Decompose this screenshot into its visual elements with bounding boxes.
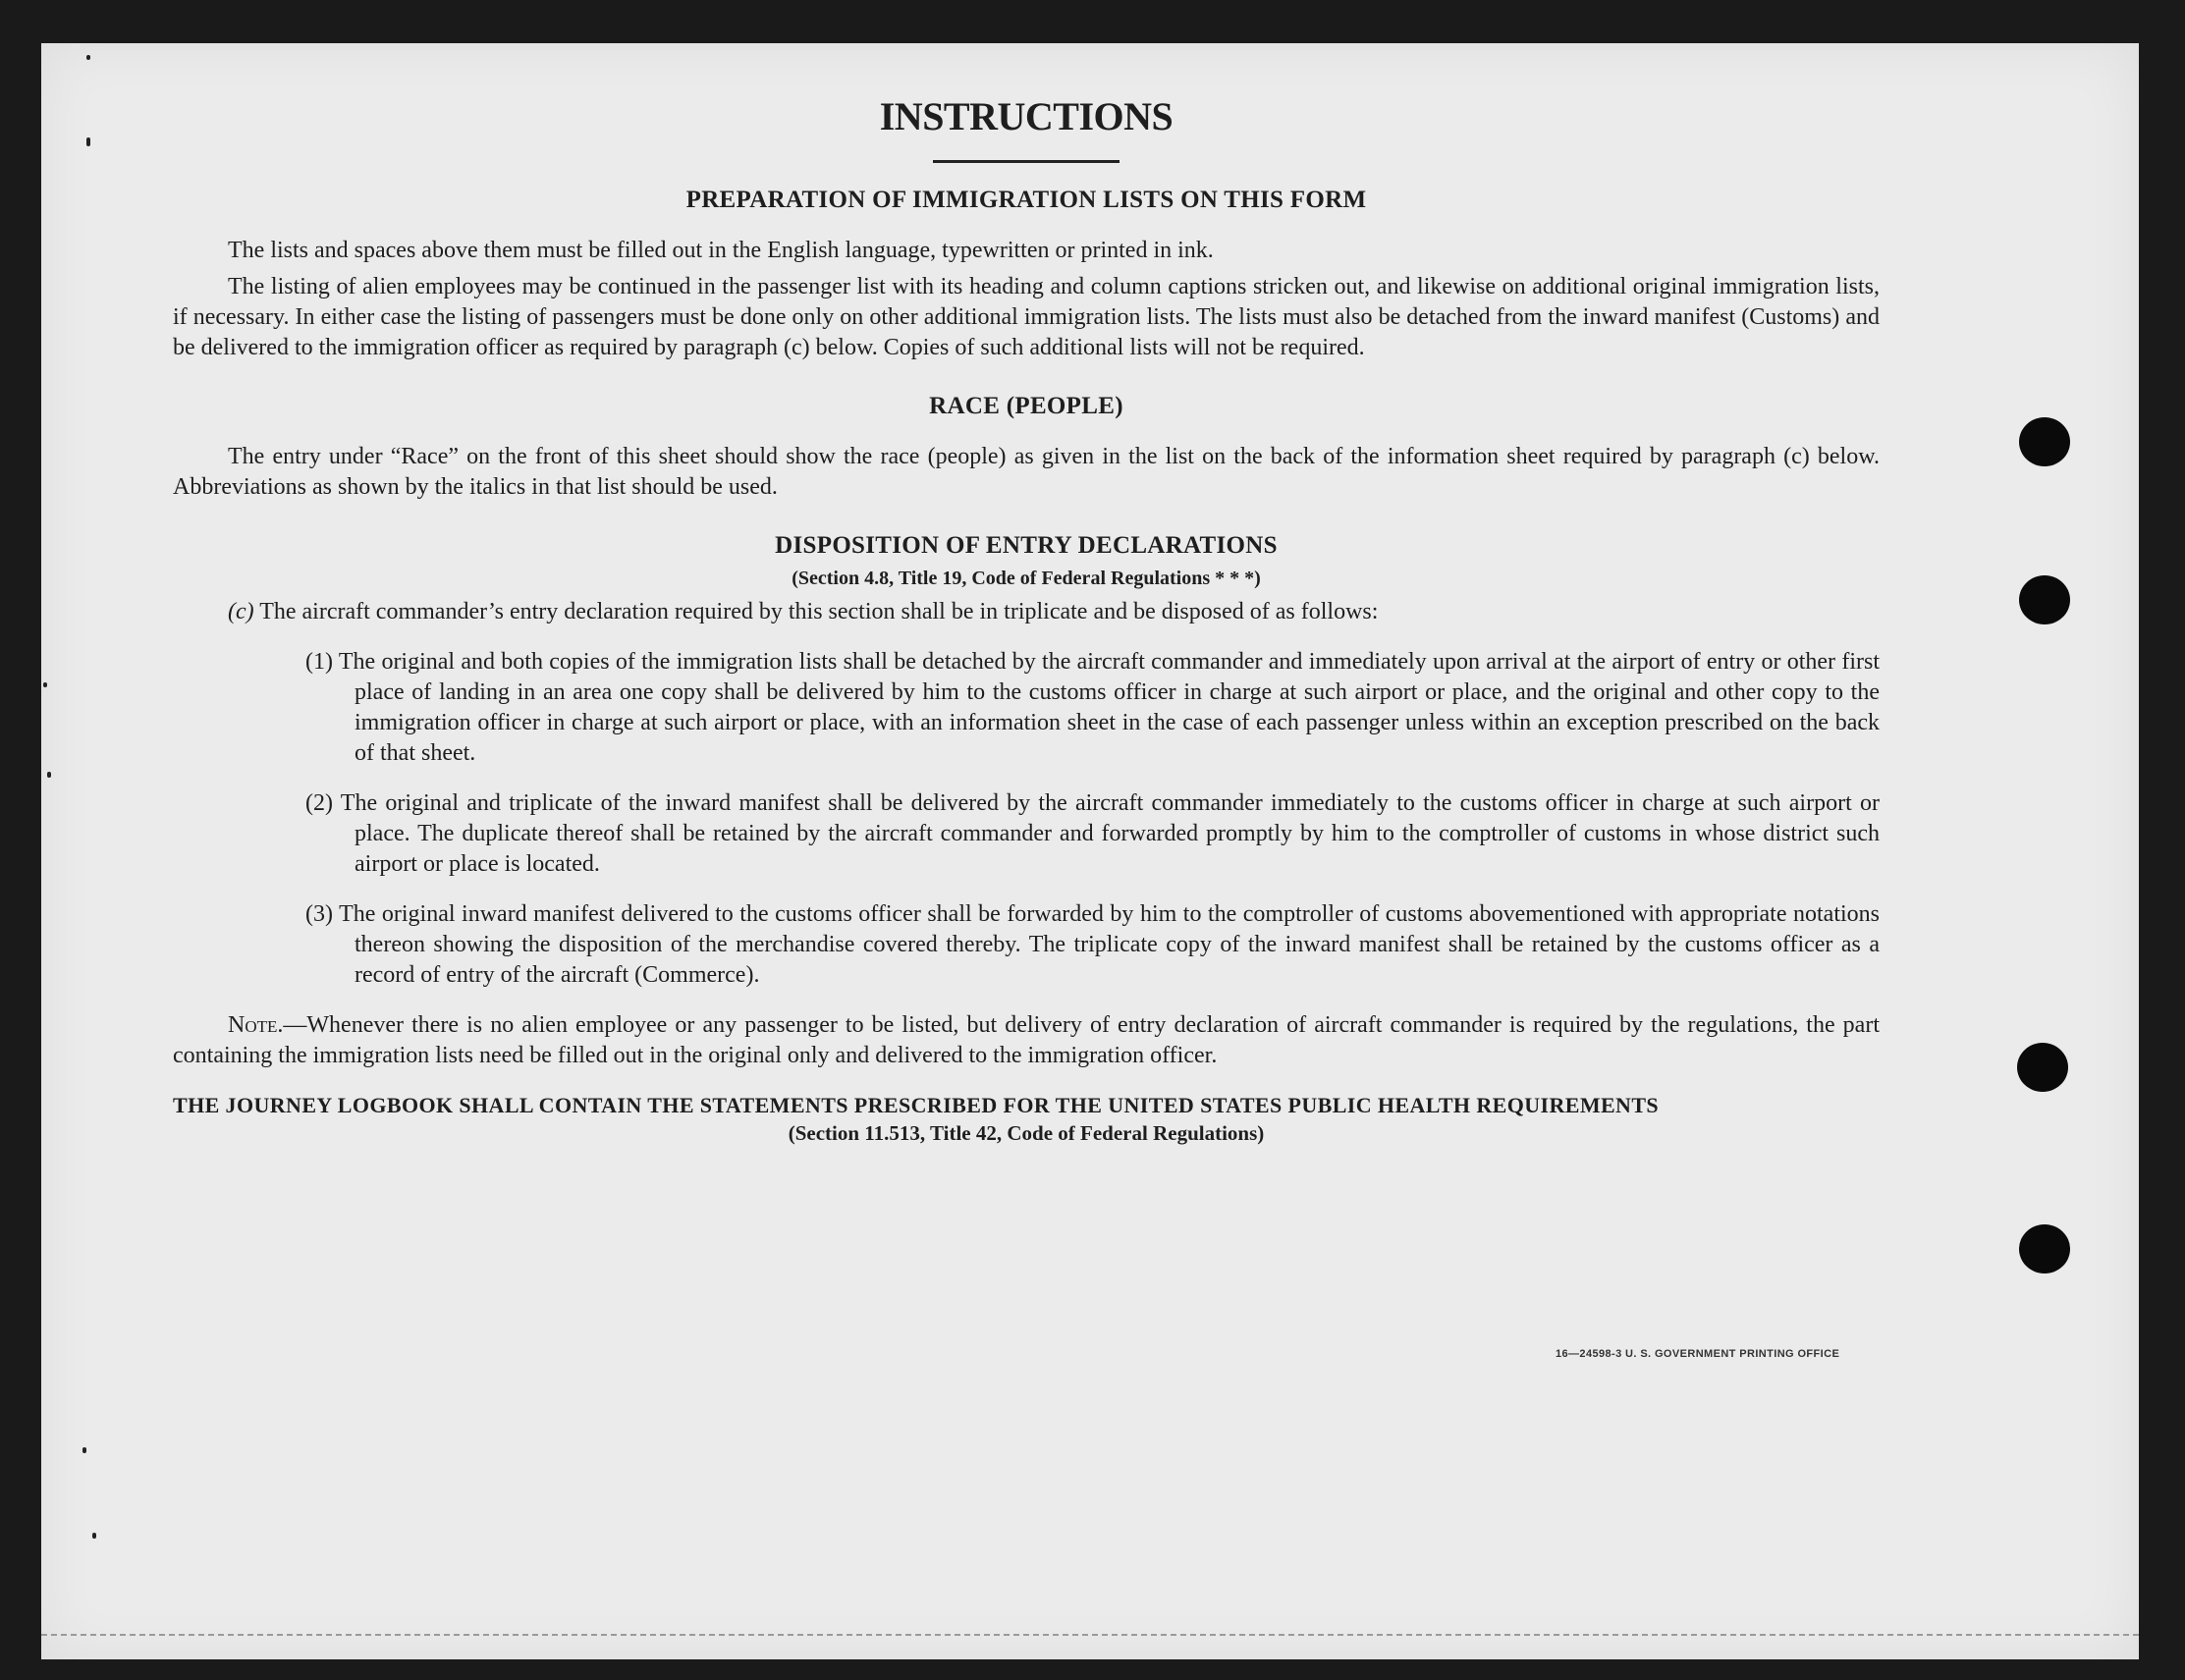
note-text: —Whenever there is no alien employee or any passenger to be listed, but delivery of entry declaration of aircraft commander is required by the regulations, the part containing the immigration lists need be filled out in the original only and delivered to the immigration officer. — [173, 1012, 1880, 1068]
title-rule — [933, 160, 1120, 163]
disposition-item-1 — [173, 647, 1880, 769]
disposition-item-2 — [173, 788, 1880, 880]
disposition-citation: (Section 4.8, Title 19, Code of Federal Regulations * * *) — [792, 568, 1261, 589]
page-title: INSTRUCTIONS — [879, 94, 1174, 138]
sheet-bottom-edge — [41, 1634, 2139, 1636]
health-citation: (Section 11.513, Title 42, Code of Federal Regulations) — [788, 1121, 1265, 1145]
item-text: The original inward manifest delivered to the customs officer shall be forwarded by him to the comptroller of customs abovementioned with appropriate notations thereon showing the disposition of the merchandise covered thereby. The triplicate copy of the inward manifest shall be retained by the customs officer as a record of entry of the aircraft (Commerce). — [339, 901, 1880, 988]
punch-hole-3 — [2017, 1043, 2068, 1092]
printer-mark: 16—24598-3 U. S. GOVERNMENT PRINTING OFFICE — [1556, 1348, 1840, 1360]
preparation-heading: PREPARATION OF IMMIGRATION LISTS ON THIS FORM — [685, 187, 1367, 213]
disposition-heading: DISPOSITION OF ENTRY DECLARATIONS — [775, 532, 1278, 559]
race-para: The entry under “Race” on the front of this sheet should show the race (people) as given in the list on the back of the information sheet required by paragraph (c) below. Abbreviations as shown by the italics in that list should be used. — [173, 444, 1880, 500]
punch-hole-1 — [2019, 417, 2070, 466]
edge-speck — [86, 55, 90, 60]
item-number: (3) — [305, 901, 333, 927]
item-text: The original and both copies of the immigration lists shall be detached by the aircraft commander and immediately upon arrival at the airport of entry or other first place of landing in an area one copy shall be delivered by him to the customs officer in charge at such airport or place, and the original and other copy to the immigration officer in charge at such airport or place, with an information sheet in the case of each passenger unless within an exception prescribed on the back of that sheet. — [338, 649, 1880, 766]
edge-speck — [43, 682, 47, 687]
item-number: (1) — [305, 649, 333, 675]
disposition-item-3 — [173, 899, 1880, 991]
instructions-content — [173, 93, 1880, 1152]
note-label: Note. — [228, 1012, 284, 1038]
intro-text: The aircraft commander’s entry declaration required by this section shall be in triplicate and be disposed of as follows: — [259, 599, 1379, 624]
edge-speck — [82, 1447, 86, 1453]
health-statement: THE JOURNEY LOGBOOK SHALL CONTAIN THE STATEMENTS PRESCRIBED FOR THE UNITED STATES PUBLIC HEALTH REQUIREMENTS — [173, 1093, 1660, 1117]
edge-speck — [86, 137, 90, 146]
preparation-para-1: The lists and spaces above them must be filled out in the English language, typewritten or printed in ink. — [228, 238, 1214, 263]
punch-hole-2 — [2019, 575, 2070, 624]
race-heading: RACE (PEOPLE) — [929, 393, 1123, 419]
item-number: (2) — [305, 790, 333, 816]
disposition-intro — [173, 597, 1880, 627]
intro-label: (c) — [228, 599, 254, 624]
edge-speck — [47, 772, 51, 778]
punch-hole-4 — [2019, 1224, 2070, 1274]
note-para — [173, 1010, 1880, 1071]
preparation-para-2: The listing of alien employees may be continued in the passenger list with its heading and column captions stricken out, and likewise on additional original immigration lists, if necessary. In either case the listing of passengers must be done only on other additional immigration lists. The lists must also be detached from the inward manifest (Customs) and be delivered to the immigration officer as required by paragraph (c) below. Copies of such additional lists will not be required. — [173, 274, 1880, 360]
item-text: The original and triplicate of the inward manifest shall be delivered by the aircraft commander immediately to the customs officer in charge at such airport or place. The duplicate thereof shall be retained by the aircraft commander and forwarded promptly by him to the comptroller of customs in whose district such airport or place is located. — [340, 790, 1880, 877]
edge-speck — [92, 1533, 96, 1539]
